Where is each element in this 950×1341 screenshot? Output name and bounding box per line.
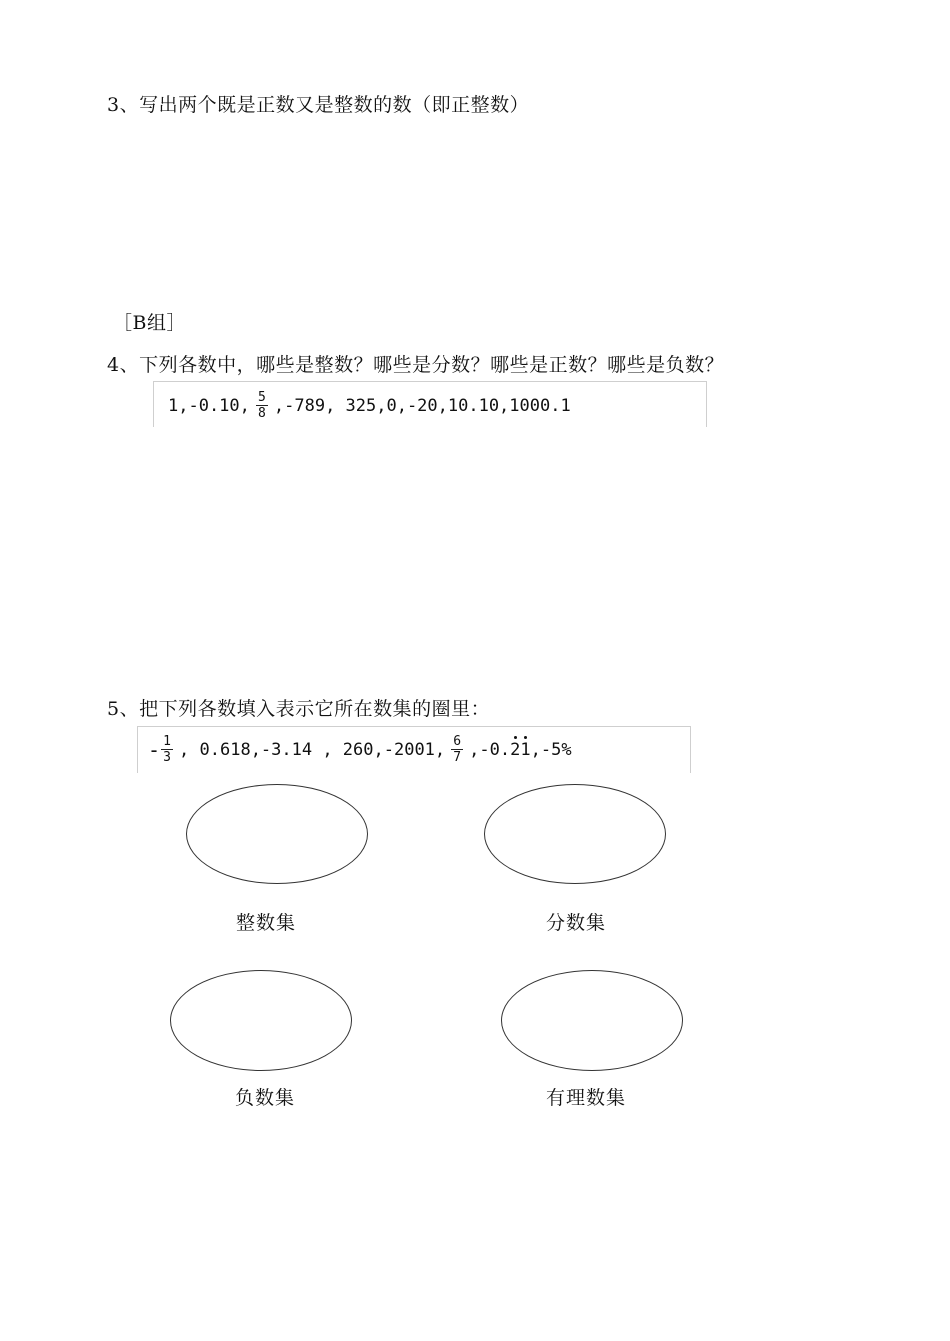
negative-set-label: 负数集 bbox=[235, 1087, 296, 1109]
fraction-denominator: 3 bbox=[163, 750, 171, 765]
seq-text: ,-5% bbox=[530, 739, 572, 760]
fraction bbox=[451, 735, 463, 764]
fraction-set-circle[interactable] bbox=[484, 784, 666, 884]
seq-text: , 0.618,-3.14 , 260,-2001, bbox=[179, 739, 446, 760]
question-4-number-box bbox=[153, 381, 707, 427]
fraction-numerator: 6 bbox=[453, 734, 462, 749]
integer-set-circle[interactable] bbox=[186, 784, 368, 884]
repeating-digit: 1 bbox=[520, 739, 531, 760]
fraction-numerator: 1 bbox=[163, 734, 171, 749]
question-4: 4、下列各数中，哪些是整数？哪些是分数？哪些是正数？哪些是负数？ bbox=[107, 354, 725, 376]
question-4-number-sequence bbox=[168, 391, 571, 420]
question-5: 5、把下列各数填入表示它所在数集的圈里： bbox=[107, 698, 491, 720]
fraction-numerator: 5 bbox=[257, 390, 266, 405]
seq-text: ,-0. bbox=[469, 739, 511, 760]
fraction bbox=[161, 735, 173, 764]
rational-set-label: 有理数集 bbox=[546, 1087, 627, 1109]
group-b-heading: ［B组］ bbox=[113, 312, 186, 334]
fraction bbox=[256, 391, 268, 420]
negative-sign: - bbox=[148, 737, 161, 762]
question-5-number-box bbox=[137, 726, 691, 773]
fraction-denominator: 8 bbox=[257, 406, 266, 421]
rational-set-circle[interactable] bbox=[501, 970, 683, 1071]
integer-set-label: 整数集 bbox=[236, 912, 297, 934]
negative-set-circle[interactable] bbox=[170, 970, 352, 1071]
repeating-digit: 2 bbox=[510, 739, 521, 760]
fraction-denominator: 7 bbox=[453, 750, 462, 765]
seq-text: ,-789, 325,0,-20,10.10,1000.1 bbox=[273, 395, 571, 416]
question-5-number-sequence bbox=[148, 735, 572, 764]
seq-text: 1,-0.10, bbox=[168, 395, 250, 416]
fraction-set-label: 分数集 bbox=[546, 912, 607, 934]
question-3: 3、写出两个既是正数又是整数的数（即正整数） bbox=[107, 94, 530, 116]
